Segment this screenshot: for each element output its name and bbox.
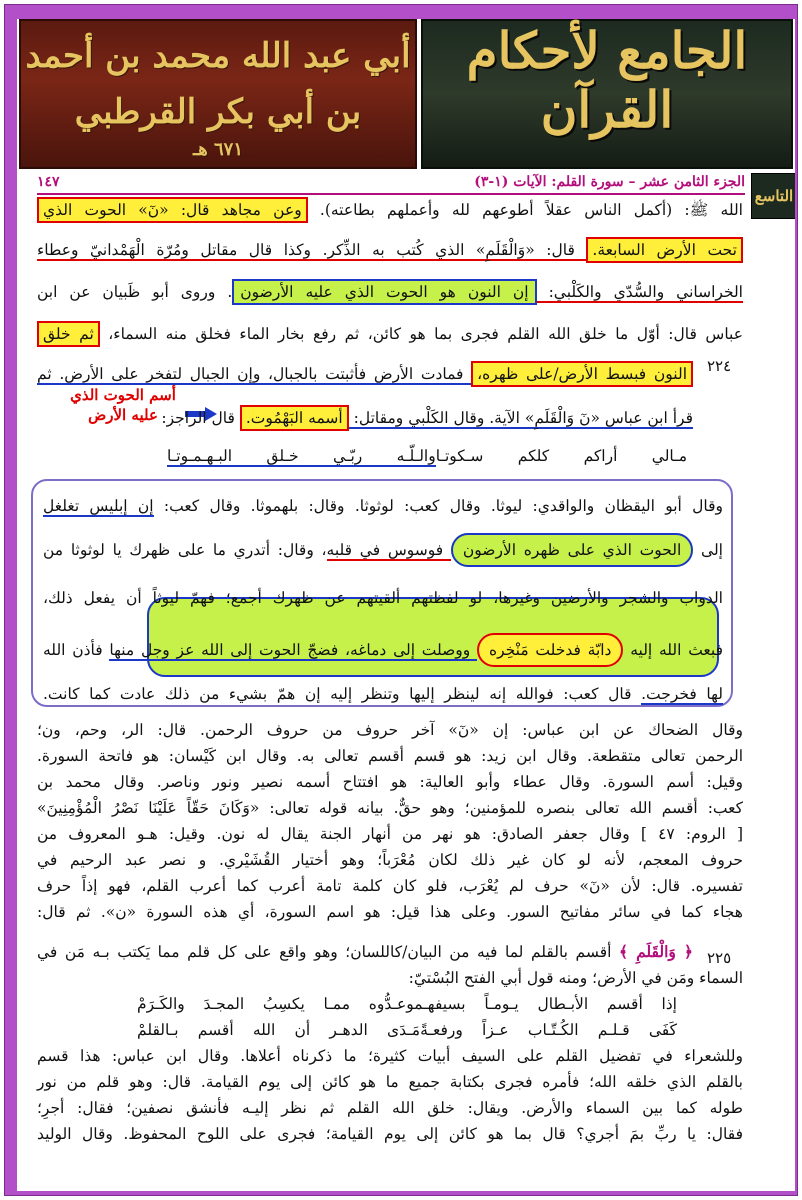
text-line: النون فبسط الأرض/على ظهره، فمادت الأرض فأثبتت بالجبال، وإن الجبال لتفخر على الأرض. ثم	[37, 361, 693, 387]
text-line: هجاء كما في سائر مفاتيح السور. وعلى هذا قيل: هو اسم السورة، أي هذه السورة «ن». ثم قال:	[37, 903, 743, 921]
book-page	[17, 19, 795, 1191]
text-line: بالقلم الذي خلقه الله؛ فأمره فجرى بكتابة جميع ما هو كائن إلى يوم القيامة. قال: وهو قلم من نور	[37, 1073, 743, 1091]
book-title: الجامع لأحكام القرآن	[466, 21, 748, 139]
text-line: ﴿ وَالْقَلَمِ ﴾ أقسم بالقلم لما فيه من البيان/كاللسان؛ وهو واقع على كل قلم مما يَكتب بـه مَن في	[37, 942, 693, 961]
highlight: وعن مجاهد قال: «نٓ» الحوت الذي	[37, 197, 308, 223]
text-line: قرأ ابن عباس «نٓ وَالْقَلَمِ» الآية. وقال الكَلْبي ومقاتل: أسمه البَهْمُوت. قال الراجز:	[227, 405, 693, 431]
text-line: السماء ومَن في الأرض؛ ومنه قول أبي الفتح البُسْتيّ:	[408, 969, 743, 987]
text-line: وقال الضحاك عن ابن عباس: إن «نٓ» آخر حروف من حروف الرحمن. قال: الر، وحم، ون؛	[37, 721, 743, 739]
highlight-circle-red: دابّة فدخلت مَنْخِره	[477, 633, 623, 667]
author-banner	[19, 19, 417, 169]
annotation-line-2: عليه الأرض	[88, 406, 158, 424]
poem-line: كَفَى قـلـم الكُـتّـاب عـزاً ورفعـةًمَـدَى الدهـر أن الله أقسم بـالقلمْ	[137, 1021, 677, 1039]
text-line: حروف المعجم، لأنه لو كان غير ذلك لكان مُعْرَباً؛ وهو أختيار القُشَيْري. و نصر عبد الرحيم في	[37, 851, 743, 869]
highlight-green: إن النون هو الحوت الذي عليه الأرضون	[232, 279, 536, 305]
author-years: ٦٧١ هـ	[192, 139, 244, 160]
author-line-1: أبي عبد الله محمد بن أحمد	[25, 36, 411, 76]
text-line: فقال: يا ربِّ بمَ أجري؟ قال بما هو كائن إلى يوم القيامة؛ فجرى على اللوح المحفوظ. وقال الوليد	[37, 1125, 743, 1143]
page-number: ١٤٧	[37, 174, 60, 190]
margin-number: ٢٢٥	[707, 949, 732, 967]
highlight-circle: الحوت الذي على ظهره الأرضون	[451, 533, 693, 567]
author-line-2: بن أبي بكر القرطبي	[74, 92, 362, 132]
highlight: النون فبسط الأرض/على ظهره،	[471, 361, 693, 387]
verse-word: ﴿ وَالْقَلَمِ ﴾	[618, 942, 693, 961]
text-line: الخراساني والسُّدّي والكَلْبي: إن النون هو الحوت الذي عليه الأرضون. وروى أبو ظَبيان عن ابن	[37, 279, 743, 305]
title-banner	[421, 19, 793, 169]
margin-number: ٢٢٤	[707, 357, 732, 375]
volume-badge: التاسع	[751, 173, 795, 219]
text-line: طوله كما بين السماء والأرض. ويقال: خلق الله القلم ثم نظر إليـه فأنشق نصفين؛ فقال: أجرِ؛	[37, 1099, 743, 1117]
poem-line: إذا أقسم الأبـطال يـومـاً بسيفهـموعـدُّوه ممـا يكسِبُ المجـدَ والكَـرَمْ	[137, 995, 677, 1013]
highlight: أسمه البَهْمُوت.	[240, 405, 349, 431]
annotation-line-1: أسم الحوت الذي	[70, 386, 176, 404]
text-line: وقيل: أسم السورة. وقال عطاء وأبو العالية: هو افتتاح أسمه نصير ونور وناصر. وقال محمد بن	[37, 773, 743, 791]
text-line: [ الروم: ٤٧ ] وقال جعفر الصادق: هو نهر من أنهار الجنة يقال له نون. وقيل: هـو المعروف من	[37, 825, 743, 843]
highlight: ثم خلق	[37, 321, 100, 347]
text-line: لها فخرجت. قال كعب: فوالله إنه لينظر إليها وتنظر إليه إن همّ بشيء من ذلك عادت كما كانت.	[43, 685, 723, 703]
text-line: كعب: أقسم الله تعالى بنصره للمؤمنين؛ وهو حقٌّ. بيانه قوله تعالى: «وَكَانَ حَقّاً عَلَيْنَا نَصْرُ الْمُؤْمِنِينَ»	[37, 799, 743, 817]
poem-line: مـالي أراكم كلكم سـكوتـاوالـلّـه ربّـي خـلق البـهـمـوتـا	[167, 447, 687, 465]
text-line: تحت الأرض السابعة. قال: «وَالْقَلَمِ» الذي كُتب به الذِّكر. وكذا قال مقاتل ومُرّة الْهَمْدانيّ وعطاء	[37, 237, 743, 263]
text-line: الله ﷺ: (أكمل الناس عقلاً أطوعهم لله وأعملهم بطاعته). وعن مجاهد قال: «نٓ» الحوت الذي	[37, 197, 743, 223]
text-line: عباس قال: أوّل ما خلق الله القلم فجرى بما هو كائن، ثم رفع بخار الماء فخلق منه السماء، ثم خلق	[37, 321, 743, 347]
text-line: إلى الحوت الذي على ظهره الأرضون فوسوس في قلبه، وقال: أتدري ما على ظهرك يا لوثوثا من	[43, 537, 723, 563]
text-line: الرحمن تعالى متقطعة. وقال ابن زيد: هو قسم أقسم تعالى به. وقال ابن كَيْسان: هو فاتحة السورة.	[37, 747, 743, 765]
text-line: الدواب والشجر والأرضين وغيرها، لو لفظتهم ألقيتهم عن ظهرك أجمع؛ فهمّ ليوثاً أن يفعل ذلك،	[43, 589, 723, 607]
running-head	[37, 171, 745, 195]
page-frame	[4, 4, 798, 1196]
text-line: تفسيره. قال: لأن «نٓ» حرف لم يُعْرَب، فلو كان كلمة تامة أعرب كما أعرب القلم، فهو إذاً حرف	[37, 877, 743, 895]
running-head-title: الجزء الثامن عشر – سورة القلم: الآيات (١-٣)	[474, 174, 745, 190]
text-line: فبعث الله إليه دابّة فدخلت مَنْخِره ووصلت إلى دماغه، فضجّ الحوت إلى الله عز وجل منها فأذن الله	[43, 637, 723, 663]
text-line: وللشعراء في تفضيل القلم على السيف أبيات كثيرة؛ ما ذكرناه أعلاها. وقال ابن عباس: هذا قسم	[37, 1047, 743, 1065]
highlight: تحت الأرض السابعة.	[586, 237, 743, 263]
text-line: وقال أبو اليقظان والواقدي: ليوثا. وقال كعب: لوثوثا. وقال: بلهموثا. وقال كعب: إن إبليس تغلغل	[43, 497, 723, 515]
